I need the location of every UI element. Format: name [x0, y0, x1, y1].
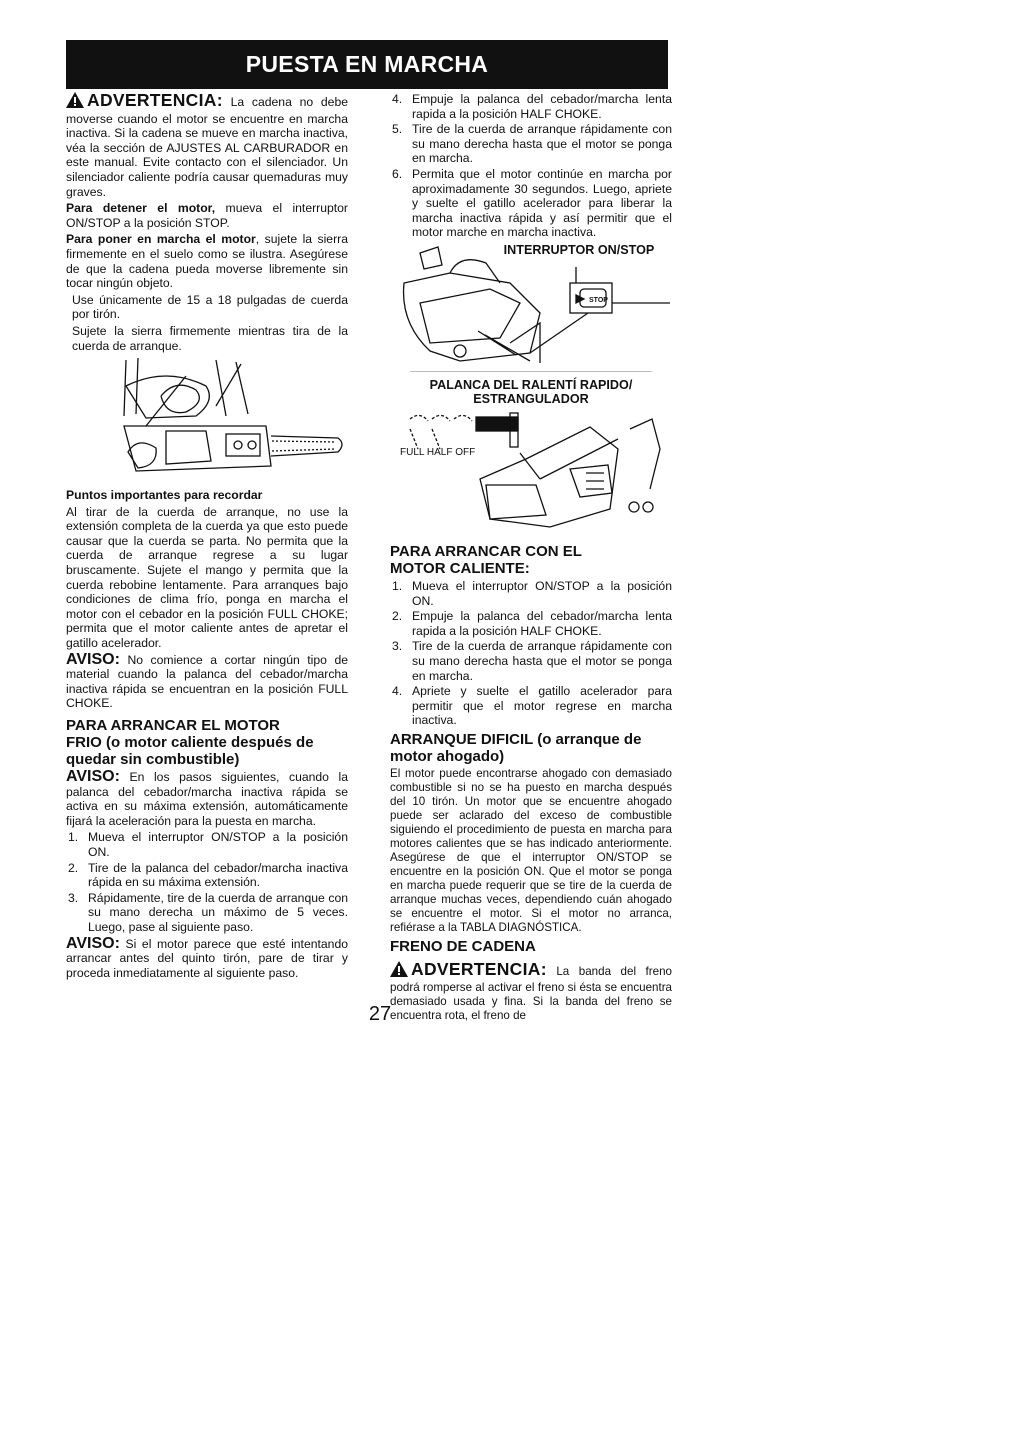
aviso-label: AVISO:: [66, 650, 120, 668]
list-item: 3. Tire de la cuerda de arranque rápidamente con su mano derecha hasta que el motor se ponga en marcha.: [392, 639, 672, 683]
list-item: 5. Tire de la cuerda de arranque rápidamente con su mano derecha hasta que el motor se ponga en marcha.: [392, 122, 672, 166]
aviso-text: En los pasos siguientes, cuando la palanca del cebador/marcha inactiva rápida se activa en su máxima extensión, automáticamente fijará la aceleración para la puesta en marcha.: [66, 770, 348, 828]
aviso-text: Si el motor parece que esté intentando arrancar antes del quinto tirón, pare de tirar y proceda inmediatamente al siguiente paso.: [66, 936, 348, 980]
stop-switch-text: STOP: [589, 296, 608, 304]
starting-illustration: [66, 356, 348, 484]
warning-title: ADVERTENCIA:: [87, 90, 223, 110]
aviso-label: AVISO:: [66, 934, 120, 952]
switch-illustration: [390, 243, 672, 367]
list-item: 4. Empuje la palanca del cebador/marcha lenta rapida a la posición HALF CHOKE.: [392, 92, 672, 121]
right-column: [390, 92, 672, 1025]
flooded-start-text: El motor puede encontrarse ahogado con demasiado combustible si no se ha puesto en marcha después del 10 tirón. Un motor que se encuentre ahogado puede ser aclarado del exceso de combustible siguiendo el procedimiento de puesta en marcha para motores calientes que se has indicado anteriormente. Asegúrese de que el interruptor ON/STOP se encuentre en la posición ON. Que el motor se ponga en marcha puede requerir que se tire de la cuerda de arranque muchas veces, dependiendo cuán ahogado se encuentre el motor. Si el motor no arranca, refiérase a la TABLA DIAGNÓSTICA.: [390, 766, 672, 934]
stop-text: mueva el interruptor ON/STOP a la posición STOP.: [66, 201, 348, 230]
aviso-2: [66, 770, 348, 828]
list-item: 6. Permita que el motor continúe en marcha por aproximadamente 30 segundos. Luego, apriete y suelte el gatillo acelerador para liberar la marcha inactiva rápida y así permitir que el motor marche en marcha inactiva.: [392, 166, 672, 240]
warning-icon: [390, 961, 408, 981]
hold-saw-note: Sujete la sierra firmemente mientras tira de la cuerda de arranque.: [72, 323, 348, 353]
warning-text: La banda del freno podrá romperse al activar el freno si ésta se encuentra demasiado usada y fina. Si la banda del freno se encuentra rota, el freno de: [390, 964, 672, 1022]
rope-length-note: Use únicamente de 15 a 18 pulgadas de cuerda por tirón.: [72, 292, 348, 322]
list-item: 1. Mueva el interruptor ON/STOP a la posición ON.: [392, 578, 672, 608]
warning-paragraph: [66, 92, 348, 199]
divider: [410, 371, 652, 372]
list-item: 4. Apriete y suelte el gatillo acelerador para permitir que el motor regrese en marcha inactiva.: [392, 684, 672, 728]
list-item: 2. Tire de la palanca del cebador/marcha inactiva rápida en su máxima extensión.: [68, 860, 348, 890]
points-title: Puntos importantes para recordar: [66, 488, 263, 503]
page-title: PUESTA EN MARCHA: [66, 40, 668, 89]
list-item: 3. Rápidamente, tire de la cuerda de arranque con su mano derecha un máximo de 5 veces. Luego, pase al siguiente paso.: [68, 890, 348, 934]
flooded-start-heading: ARRANQUE DIFICIL (o arranque de motor ahogado): [390, 730, 642, 765]
continued-steps: [390, 92, 672, 240]
aviso-text: No comience a cortar ningún tipo de material cuando la palanca del cebador/marcha inactiva rápida se encuentran en la posición FULL CHOKE.: [66, 652, 348, 711]
points-text: Al tirar de la cuerda de arranque, no use la extensión completa de la cuerda ya que esto puede causar que la cuerda se parta. No permita que la cuerda de arranque regrese a su lugar bruscamente. Sujete el mango y permita que la cuerda rebobine lentamente. Para arranques bajo condiciones de clima frío, ponga en marcha el motor con el cebador en la posición FULL CHOKE; permita que el motor caliente antes de apretar el gatillo acelerador.: [66, 504, 348, 651]
warning-paragraph: [390, 958, 672, 1023]
left-column: [66, 92, 348, 982]
page-number: 27: [368, 1003, 392, 1025]
start-bold: Para poner en marcha el motor: [66, 232, 256, 247]
warm-start-heading: PARA ARRANCAR CON EL MOTOR CALIENTE:: [390, 542, 582, 577]
stop-bold: Para detener el motor,: [66, 201, 216, 216]
switch-label: INTERRUPTOR ON/STOP: [503, 242, 655, 257]
aviso-1: [66, 650, 348, 711]
choke-lever-caption: PALANCA DEL RALENTÍ RAPIDO/ ESTRANGULADOR: [429, 377, 633, 406]
list-item: 2. Empuje la palanca del cebador/marcha lenta rapida a la posición HALF CHOKE.: [392, 609, 672, 638]
start-text: , sujete la sierra firmemente en el suelo como se ilustra. Asegúrese de que la cadena pueda moverse libremente sin tocar ningún objeto.: [66, 232, 348, 291]
aviso-label: AVISO:: [66, 768, 120, 785]
cold-start-steps: [66, 830, 348, 934]
warning-title: ADVERTENCIA:: [411, 958, 547, 979]
stop-paragraph: [66, 201, 348, 230]
chain-brake-heading: FRENO DE CADENA: [390, 937, 536, 955]
aviso-3: [66, 934, 348, 981]
list-item: 1. Mueva el interruptor ON/STOP a la posición ON.: [68, 830, 348, 859]
warning-text: La cadena no debe moverse cuando el motor se encuentre en marcha inactiva. Si la cadena se mueve en marcha inactiva, véa la sección de AJUSTES AL CARBURADOR en este manual. Evite contacto con el silenciador. Un silenciador caliente podría causar quemaduras muy graves.: [66, 95, 349, 199]
choke-positions-label: FULL HALF OFF: [400, 446, 476, 458]
cold-start-heading: PARA ARRANCAR EL MOTOR FRIO (o motor caliente después de quedar sin combustible): [66, 717, 314, 768]
start-paragraph: [66, 232, 348, 290]
warm-start-steps: [390, 579, 672, 728]
warning-icon: [66, 92, 84, 112]
choke-illustration: [390, 409, 672, 539]
